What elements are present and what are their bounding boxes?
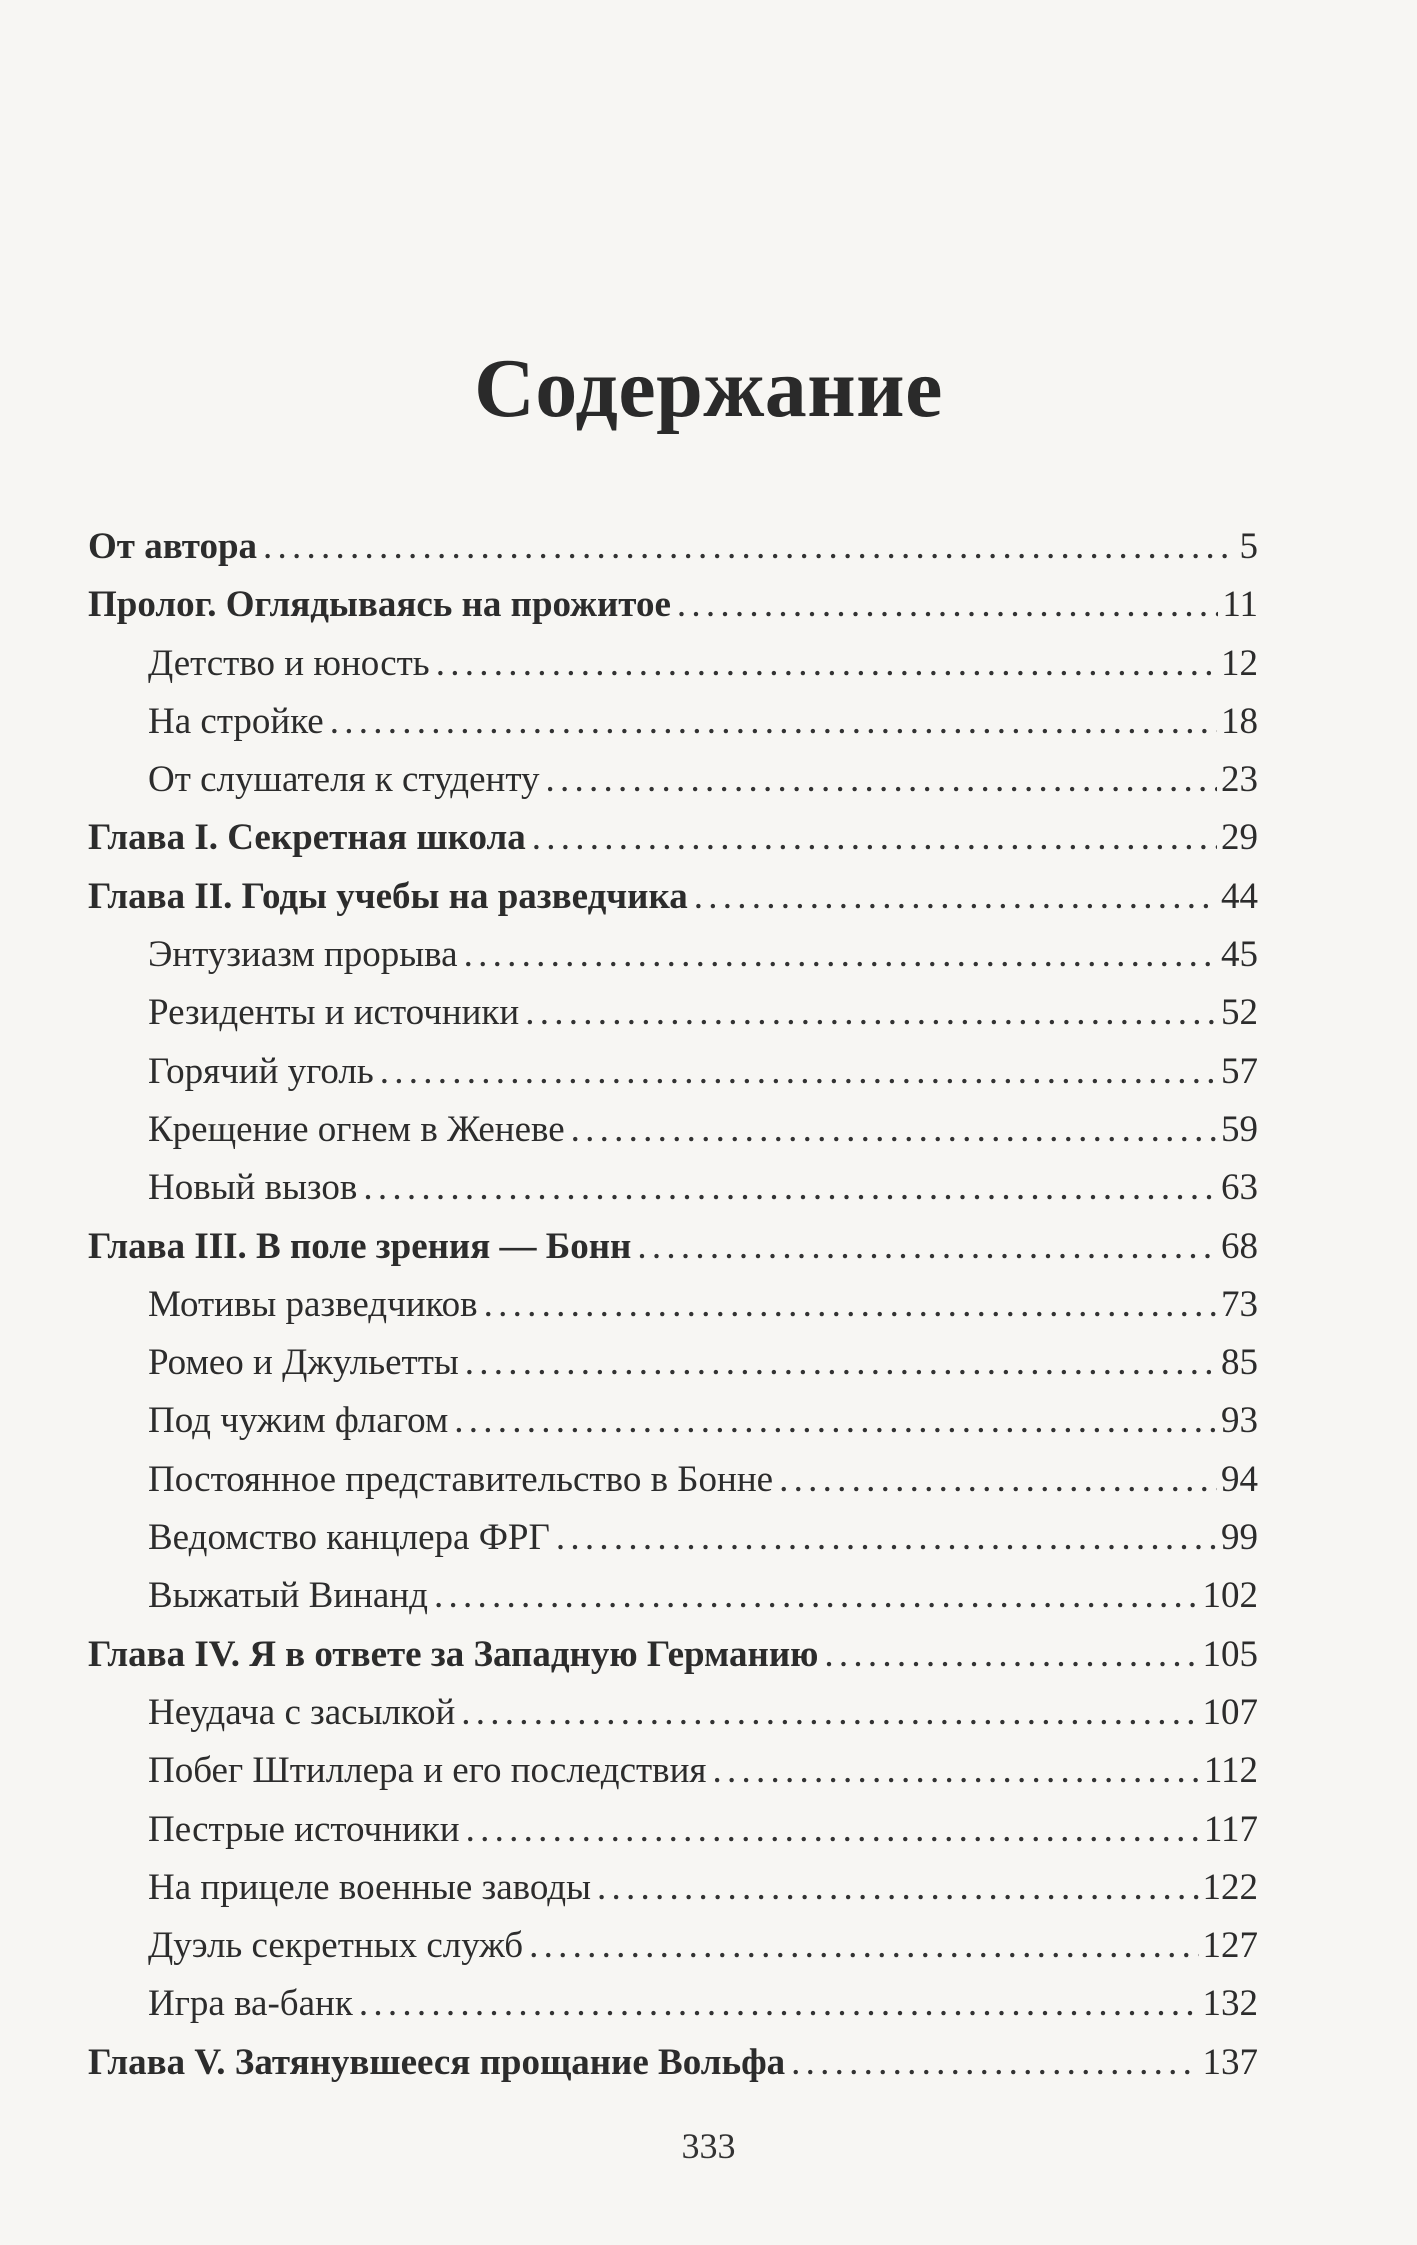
toc-section-entry [88,1975,1258,2033]
page-title: Содержание [474,342,943,435]
toc-entry-page: 52 [1221,992,1258,1034]
toc-entry-page: 117 [1203,1808,1258,1850]
toc-entry-title: Крещение огнем в Женеве [148,1108,565,1150]
toc-section-entry [88,1509,1258,1567]
dot-leader [263,518,1235,576]
toc-entry-page: 132 [1202,1983,1258,2025]
toc-section-entry [88,1043,1258,1101]
toc-entry-title: Постоянное представительство в Бонне [148,1458,774,1500]
toc-section-entry [88,1159,1258,1217]
dot-leader [380,1043,1217,1101]
dot-leader [546,751,1217,809]
toc-section-entry [88,635,1258,693]
dot-leader [330,693,1217,751]
toc-chapter-entry [88,1626,1258,1684]
toc-entry-page: 93 [1221,1400,1258,1442]
toc-entry-title: Побег Штиллера и его последствия [148,1750,707,1792]
toc-entry-page: 44 [1221,875,1258,917]
toc-entry-page: 137 [1202,2041,1258,2083]
toc-entry-page: 127 [1202,1925,1258,1967]
toc-chapter-entry [88,576,1258,634]
dot-leader [712,1742,1199,1800]
toc-section-entry [88,1392,1258,1450]
toc-entry-title: От слушателя к студенту [148,759,540,801]
toc-entry-title: Глава IV. Я в ответе за Западную Германию [88,1633,819,1675]
dot-leader [779,1451,1217,1509]
dot-leader [597,1859,1199,1917]
toc-entry-page: 63 [1221,1167,1258,1209]
toc-entry-page: 105 [1202,1633,1258,1675]
page-number: 333 [681,2126,736,2166]
dot-leader [637,1218,1217,1276]
toc-entry-page: 12 [1221,642,1258,684]
toc-entry-page: 85 [1221,1342,1258,1384]
toc-entry-title: От автора [88,526,258,567]
toc-entry-page: 122 [1202,1866,1258,1908]
toc-entry-title: Ведомство канцлера ФРГ [148,1517,550,1559]
toc-entry-page: 45 [1221,934,1258,976]
toc-section-entry [88,751,1258,809]
toc-entry-title: Глава I. Секретная школа [88,817,526,859]
toc-entry-title: Резиденты и источники [148,992,520,1034]
toc-entry-title: Новый вызов [148,1167,358,1209]
toc-section-entry [88,1917,1258,1975]
toc-entry-page: 29 [1221,817,1258,859]
toc-entry-title: Дуэль секретных служб [148,1925,524,1967]
toc-section-entry [88,1334,1258,1392]
toc-chapter-entry [88,518,1258,576]
toc-entry-page: 73 [1221,1283,1258,1325]
dot-leader [556,1509,1217,1567]
toc-entry-title: Глава II. Годы учебы на разведчика [88,875,688,917]
dot-leader [677,576,1218,634]
toc-entry-page: 59 [1221,1108,1258,1150]
toc-section-entry [88,693,1258,751]
toc-entry-title: Детство и юность [148,642,430,684]
dot-leader [363,1159,1217,1217]
toc-entry-title: Неудача с засылкой [148,1691,456,1733]
toc-entry-page: 102 [1202,1575,1258,1617]
toc-chapter-entry [88,2034,1258,2092]
toc-entry-page: 68 [1221,1225,1258,1267]
toc-entry-title: На стройке [148,700,324,742]
toc-entry-page: 107 [1202,1691,1258,1733]
toc-entry-title: Выжатый Винанд [148,1575,428,1617]
toc-entry-title: Пестрые источники [148,1808,460,1850]
toc-entry-title: Под чужим флагом [148,1400,449,1442]
dot-leader [571,1101,1217,1159]
dot-leader [791,2034,1198,2092]
toc-chapter-entry [88,868,1258,926]
dot-leader [824,1626,1198,1684]
toc-section-entry [88,1276,1258,1334]
toc-entry-title: Горячий уголь [148,1050,374,1092]
dot-leader [436,635,1217,693]
dot-leader [461,1684,1198,1742]
dot-leader [434,1567,1199,1625]
toc-section-entry [88,1742,1258,1800]
dot-leader [464,926,1217,984]
toc-entry-page: 18 [1221,700,1258,742]
toc-entry-page: 94 [1221,1458,1258,1500]
dot-leader [454,1392,1217,1450]
toc-entry-title: Энтузиазм прорыва [148,934,458,976]
toc-entry-title: Мотивы разведчиков [148,1283,478,1325]
table-of-contents [88,518,1258,2092]
toc-entry-title: Ромео и Джульетты [148,1342,459,1384]
toc-section-entry [88,926,1258,984]
toc-section-entry [88,1859,1258,1917]
toc-entry-title: Игра ва-банк [148,1983,353,2025]
dot-leader [532,809,1217,867]
toc-section-entry [88,1451,1258,1509]
toc-entry-title: На прицеле военные заводы [148,1866,591,1908]
toc-entry-title: Глава V. Затянувшееся прощание Вольфа [88,2041,786,2083]
toc-entry-page: 11 [1222,584,1258,626]
toc-section-entry [88,1801,1258,1859]
toc-section-entry [88,984,1258,1042]
toc-entry-page: 5 [1239,526,1258,567]
toc-chapter-entry [88,1218,1258,1276]
toc-entry-page: 57 [1221,1050,1258,1092]
toc-section-entry [88,1101,1258,1159]
dot-leader [359,1975,1199,2033]
toc-entry-page: 99 [1221,1517,1258,1559]
dot-leader [484,1276,1217,1334]
toc-chapter-entry [88,809,1258,867]
dot-leader [694,868,1217,926]
toc-entry-title: Глава III. В поле зрения — Бонн [88,1225,632,1267]
toc-entry-page: 23 [1221,759,1258,801]
dot-leader [529,1917,1198,1975]
dot-leader [465,1334,1217,1392]
dot-leader [525,984,1217,1042]
toc-entry-page: 112 [1203,1750,1258,1792]
dot-leader [466,1801,1200,1859]
toc-entry-title: Пролог. Оглядываясь на прожитое [88,584,671,626]
toc-section-entry [88,1567,1258,1625]
toc-section-entry [88,1684,1258,1742]
